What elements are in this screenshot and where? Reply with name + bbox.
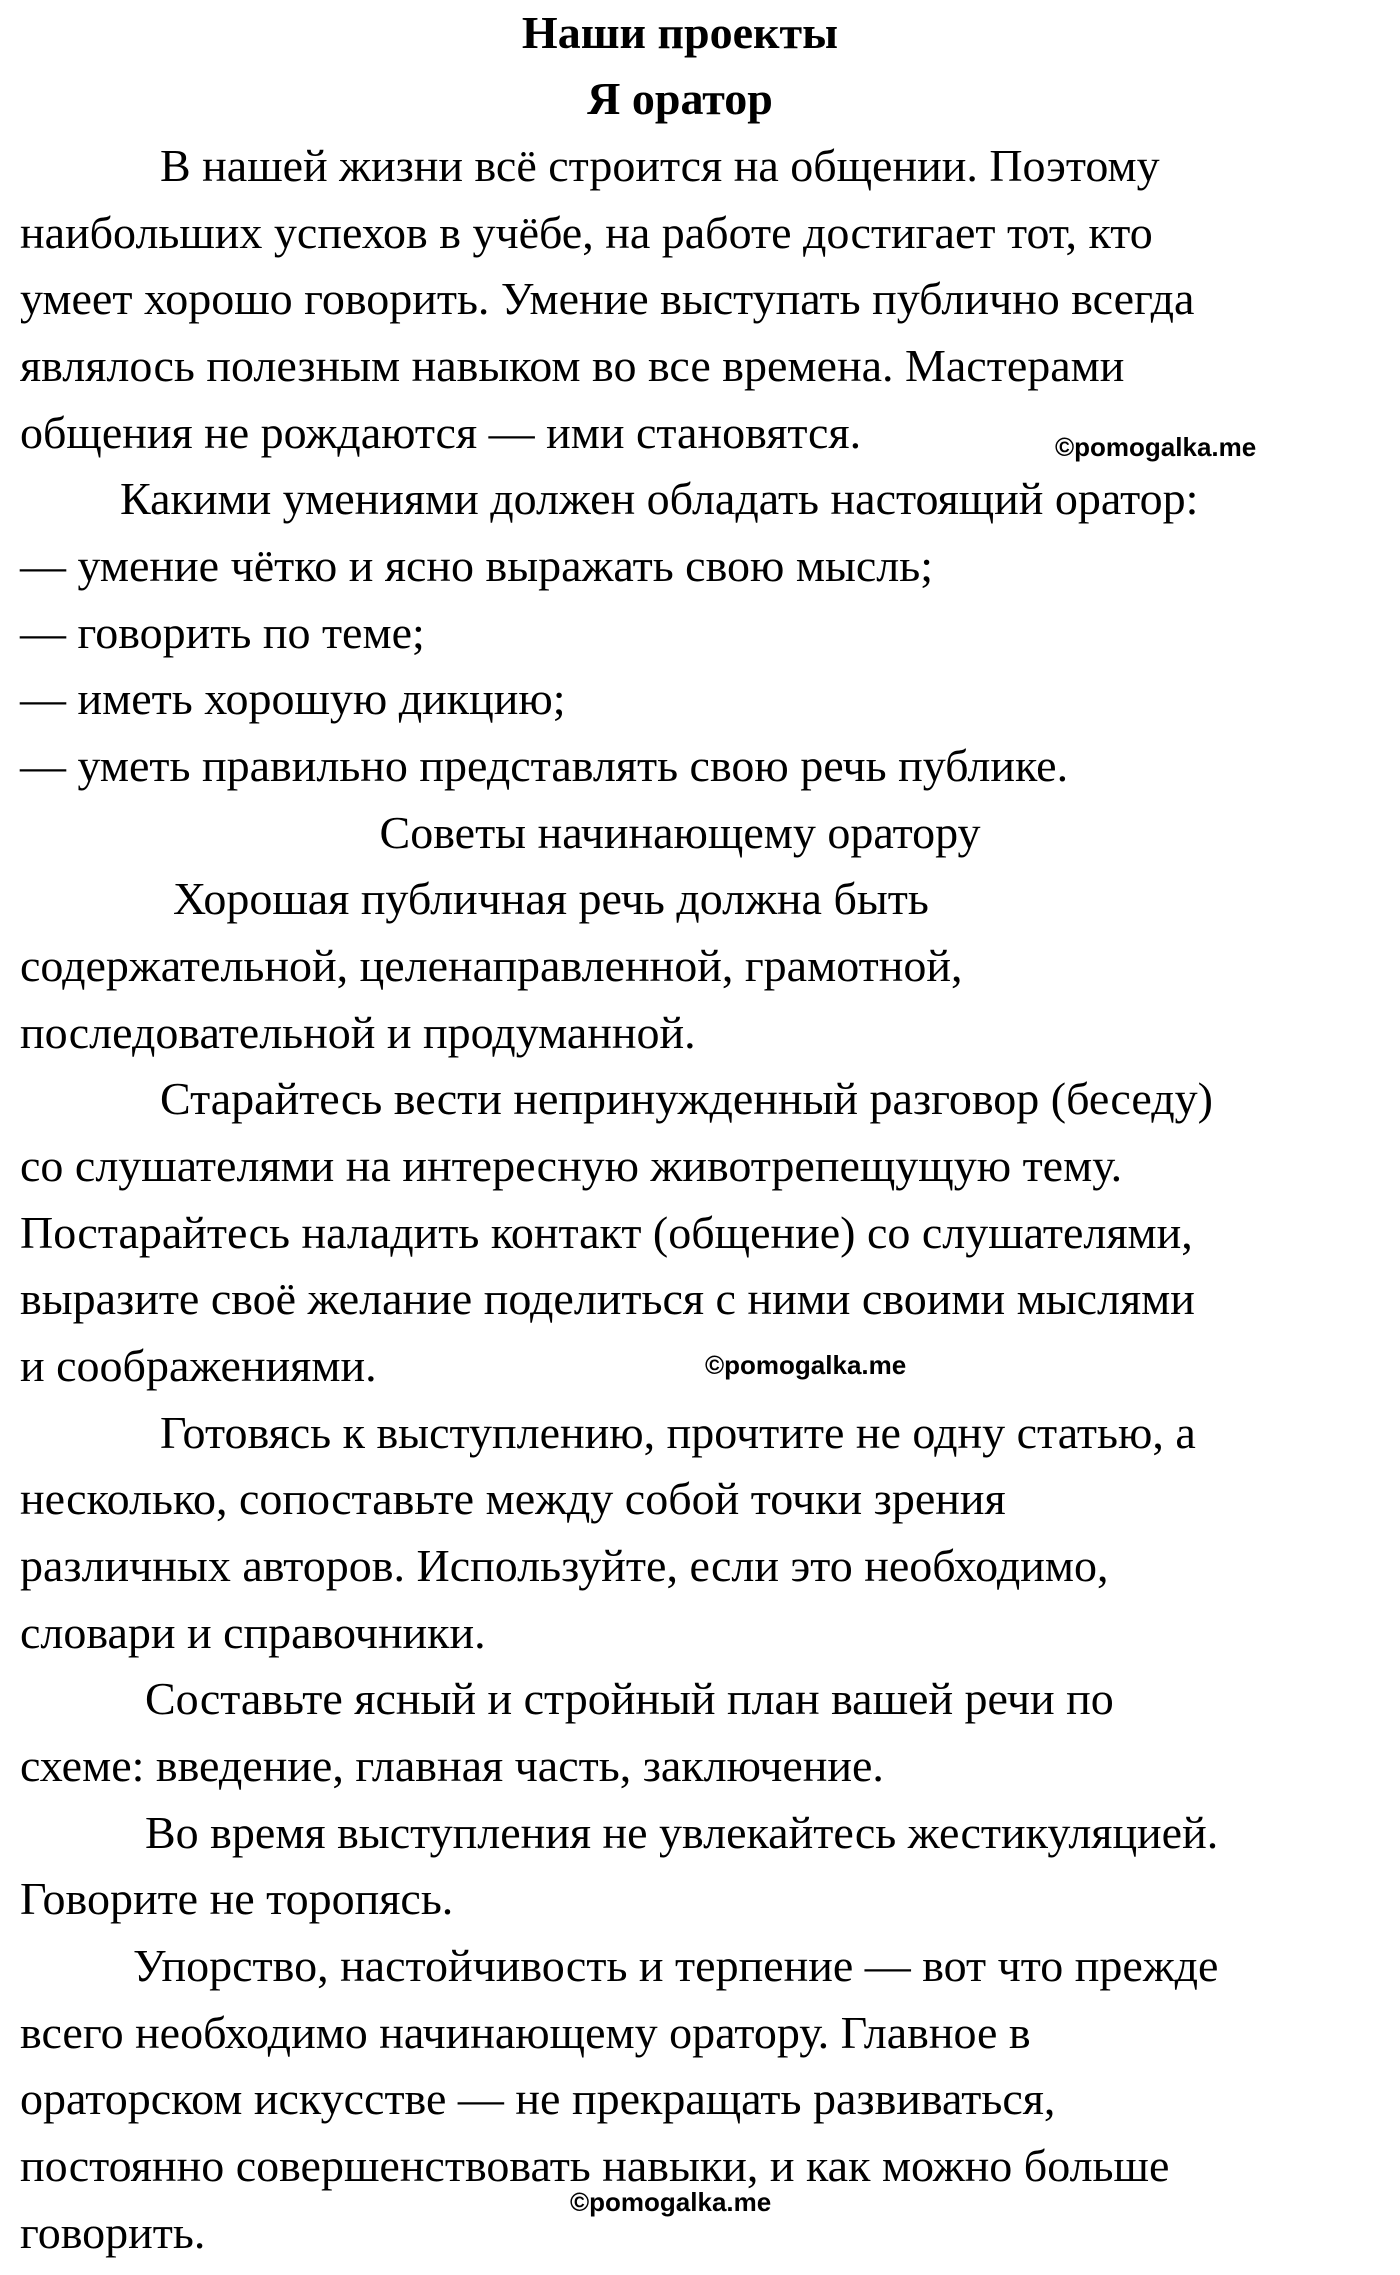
intro-line: общения не рождаются — ими становятся. [20,407,862,458]
watermark: ©pomogalka.me [1055,432,1257,462]
watermark: ©pomogalka.me [705,1350,907,1380]
skills-item: — говорить по теме; [20,607,425,658]
paragraph-line: последовательной и продуманной. [20,1007,696,1058]
paragraph-line: содержательной, целенаправленной, грамотной, [20,940,963,991]
paragraph-line: Говорите не торопясь. [20,1873,454,1924]
intro-line: умеет хорошо говорить. Умение выступать публично всегда [20,273,1195,324]
paragraph-line: различных авторов. Используйте, если это необходимо, [20,1540,1109,1591]
paragraph-line: постоянно совершенствовать навыки, и как можно больше [20,2140,1170,2191]
paragraph-line: Старайтесь вести непринужденный разговор (беседу) [160,1073,1213,1124]
skills-item: — иметь хорошую дикцию; [20,673,566,724]
paragraph-line: Готовясь к выступлению, прочтите не одну статью, а [160,1407,1196,1458]
paragraph-line: Хорошая публичная речь должна быть [173,873,929,924]
paragraph-line: несколько, сопоставьте между собой точки зрения [20,1473,1006,1524]
paragraph-line: со слушателями на интересную животрепещущую тему. [20,1140,1123,1191]
skills-item: — умение чётко и ясно выражать свою мысль; [20,540,934,591]
skills-item: — уметь правильно представлять свою речь публике. [20,740,1069,791]
intro-line: В нашей жизни всё строится на общении. Поэтому [160,140,1160,191]
intro-line: наибольших успехов в учёбе, на работе достигает тот, кто [20,207,1153,258]
paragraph-line: Упорство, настойчивость и терпение — вот что прежде [133,1940,1219,1991]
paragraph-line: Во время выступления не увлекайтесь жестикуляцией. [145,1807,1219,1858]
project-title: Я оратор [587,73,773,124]
paragraph-line: выразите своё желание поделиться с ними своими мыслями [20,1273,1195,1324]
skills-heading: Какими умениями должен обладать настоящий оратор: [120,473,1199,524]
paragraph-line: Составьте ясный и стройный план вашей речи по [145,1673,1114,1724]
watermark: ©pomogalka.me [570,2187,772,2217]
paragraph-line: Постарайтесь наладить контакт (общение) со слушателями, [20,1207,1193,1258]
paragraph-line: всего необходимо начинающему оратору. Главное в [20,2007,1031,2058]
paragraph-line: говорить. [20,2207,206,2258]
paragraph-line: ораторском искусстве — не прекращать развиваться, [20,2073,1056,2124]
paragraph-line: схеме: введение, главная часть, заключение. [20,1740,884,1791]
tips-heading: Советы начинающему оратору [379,807,981,858]
paragraph-line: и соображениями. [20,1340,377,1391]
section-title: Наши проекты [521,7,839,58]
paragraph-line: словари и справочники. [20,1607,486,1658]
intro-line: являлось полезным навыком во все времена. Мастерами [20,340,1125,391]
